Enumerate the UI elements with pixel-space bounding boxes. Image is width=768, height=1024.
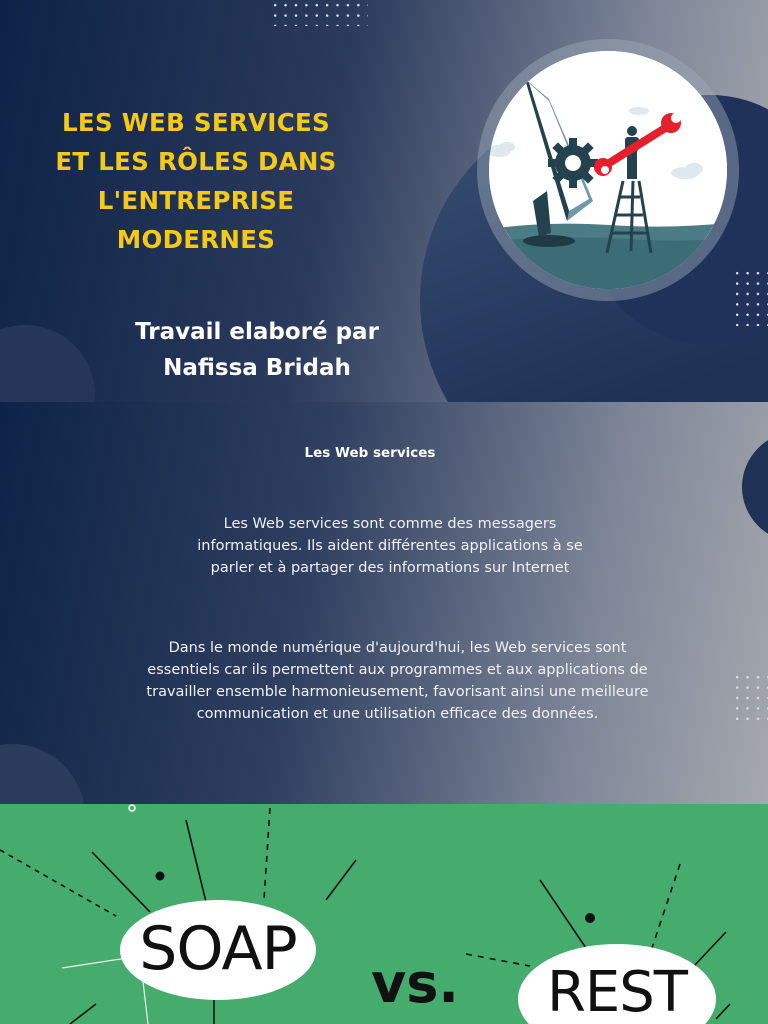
illustration-svg <box>489 51 727 289</box>
soap-vs-rest-section <box>0 804 768 1024</box>
vs-label: vs. <box>371 952 459 1015</box>
decorative-circle <box>0 744 85 804</box>
section-heading: Les Web services <box>304 445 436 461</box>
description-section <box>0 402 768 804</box>
paragraph-line: Les Web services sont comme des messagers <box>223 516 557 532</box>
paragraph-line: Dans le monde numérique d'aujourd'hui, les Web services sont <box>168 640 627 656</box>
title-line: LES WEB SERVICES <box>62 108 330 137</box>
decorative-circle <box>0 325 95 402</box>
dot-grid-right <box>732 672 768 728</box>
main-title <box>26 103 366 259</box>
gear-icon <box>548 138 598 188</box>
paragraph-line: communication et une utilisation efficace des données. <box>196 706 599 722</box>
rest-label: REST <box>546 960 688 1024</box>
author-line: Travail elaboré par <box>135 319 379 345</box>
paragraph-line: informatiques. Ils aident différentes applications à se <box>197 538 583 554</box>
title-line: ET LES RÔLES DANS <box>55 147 337 176</box>
dot-grid-top <box>270 0 368 26</box>
title-line: MODERNES <box>116 225 276 254</box>
monitor-gear-wrench-illustration <box>489 51 727 289</box>
author-line: Nafissa Bridah <box>163 355 351 381</box>
intro-paragraph <box>160 513 620 579</box>
importance-paragraph <box>105 637 690 725</box>
title-line: L'ENTREPRISE <box>97 186 295 215</box>
dot-grid-right <box>732 268 768 326</box>
cover-section <box>0 0 768 402</box>
author-credit <box>117 314 397 386</box>
soap-label: SOAP <box>139 914 297 984</box>
paragraph-line: travailler ensemble harmonieusement, favorisant ainsi une meilleure <box>146 684 649 700</box>
decorative-circle <box>742 432 768 542</box>
paragraph-line: essentiels car ils permettent aux programmes et aux applications de <box>147 662 648 678</box>
paragraph-line: parler et à partager des informations sur Internet <box>210 560 570 576</box>
